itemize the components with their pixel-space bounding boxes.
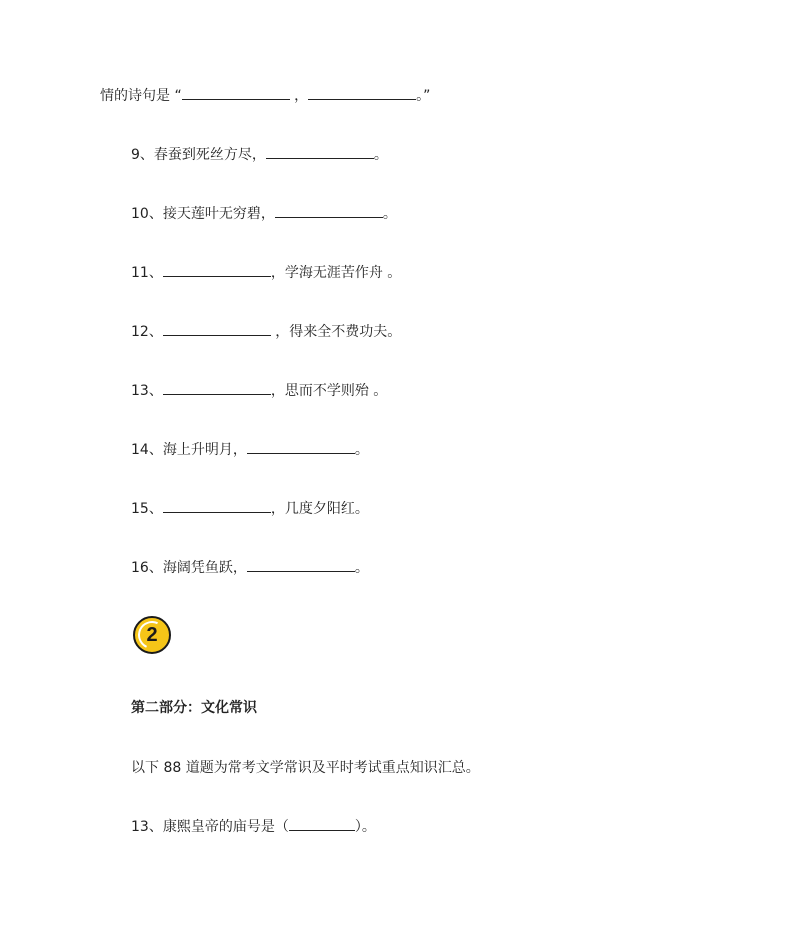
question-15-number: 15、 [131, 501, 163, 517]
answer-blank[interactable] [275, 203, 383, 218]
intro-suffix: 。” [416, 88, 431, 104]
question-14-suffix: 。 [354, 442, 369, 458]
section-number-badge [133, 616, 171, 654]
section-intro: 以下 88 道题为常考文学常识及平时考试重点知识汇总。 [131, 760, 480, 776]
question-15-suffix: ，几度夕阳红。 [270, 501, 369, 517]
answer-blank[interactable] [247, 557, 355, 572]
answer-blank[interactable] [163, 262, 271, 277]
question-11-number: 11、 [131, 265, 163, 281]
question-16 [131, 557, 369, 578]
question-16-text: 16、海阔凭鱼跃， [131, 560, 247, 576]
question-15 [131, 498, 369, 519]
question-12 [131, 321, 401, 342]
question-12-number: 12、 [131, 324, 163, 340]
question-14-text: 14、海上升明月， [131, 442, 247, 458]
answer-blank[interactable] [289, 816, 355, 831]
question-14 [131, 439, 369, 460]
answer-blank[interactable] [308, 85, 416, 100]
intro-prefix: 情的诗句是 “ [100, 88, 182, 104]
poem-line-intro [100, 85, 430, 106]
badge-number: 2 [146, 624, 158, 646]
question-9-suffix: 。 [373, 147, 388, 163]
question-10-text: 10、接天莲叶无穷碧， [131, 206, 275, 222]
answer-blank[interactable] [163, 380, 271, 395]
question-9 [131, 144, 388, 165]
intro-mid: ， [289, 88, 309, 104]
question-13-suffix: ，思而不学则殆 。 [270, 383, 388, 399]
question-13-culture [131, 816, 376, 837]
question-13-culture-suffix: ）。 [354, 819, 376, 835]
question-10 [131, 203, 397, 224]
question-13-number: 13、 [131, 383, 163, 399]
question-16-suffix: 。 [354, 560, 369, 576]
question-11 [131, 262, 401, 283]
answer-blank[interactable] [266, 144, 374, 159]
question-13-culture-text: 13、康熙皇帝的庙号是（ [131, 819, 289, 835]
section-heading: 第二部分：文化常识 [131, 700, 257, 716]
answer-blank[interactable] [182, 85, 290, 100]
answer-blank[interactable] [163, 498, 271, 513]
question-10-suffix: 。 [382, 206, 397, 222]
answer-blank[interactable] [247, 439, 355, 454]
question-13-poem [131, 380, 387, 401]
question-9-text: 9、春蚕到死丝方尽， [131, 147, 266, 163]
answer-blank[interactable] [163, 321, 271, 336]
question-11-suffix: ，学海无涯苦作舟 。 [270, 265, 402, 281]
question-12-suffix: ，得来全不费功夫。 [270, 324, 402, 340]
